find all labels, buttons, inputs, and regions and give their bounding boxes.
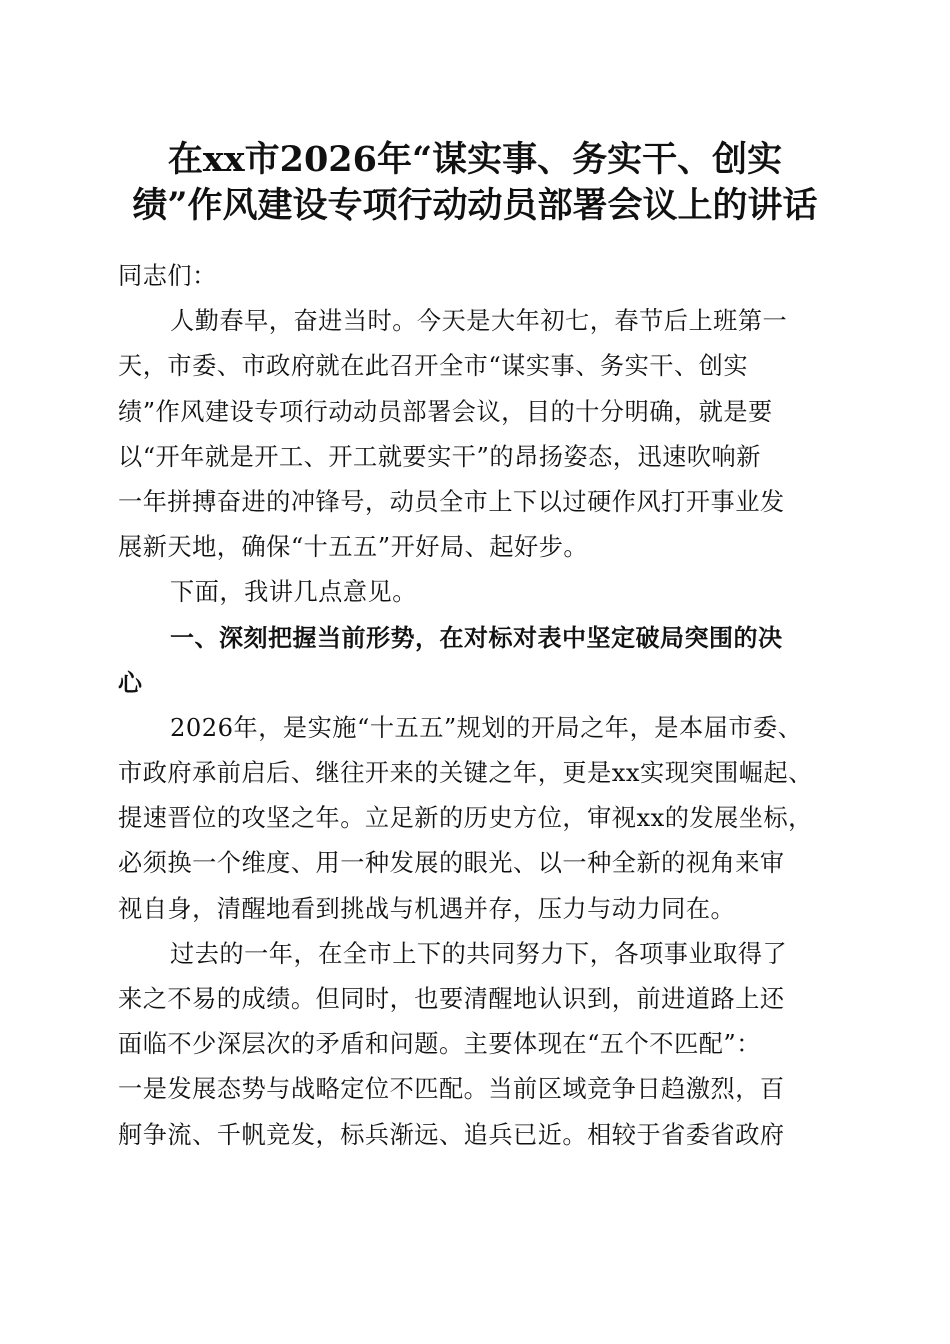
paragraph-1-line-5: 一年拼搏奋进的冲锋号，动员全市上下以过硬作风打开事业发 <box>118 487 785 516</box>
paragraph-1-line-2: 天，市委、市政府就在此召开全市“谋实事、务实干、创实 <box>118 352 749 381</box>
paragraph-1-line-4: 以“开年就是开工、开工就要实干”的昂扬姿态，迅速吹响新 <box>118 442 761 471</box>
paragraph-4-line-1: 过去的一年，在全市上下的共同努力下，各项事业取得了 <box>170 939 788 968</box>
document-title-line-2: 绩”作风建设专项行动动员部署会议上的讲话 <box>132 185 818 226</box>
document-title-line-1: 在xx市2026年“谋实事、务实干、创实 <box>167 139 783 180</box>
salutation: 同志们： <box>118 262 217 290</box>
section-heading-1-line-1: 一、深刻把握当前形势，在对标对表中坚定破局突围的决 <box>170 623 783 652</box>
paragraph-1-line-3: 绩”作风建设专项行动动员部署会议，目的十分明确，就是要 <box>118 397 773 426</box>
paragraph-4-line-5: 舸争流、千帆竞发，标兵渐远、追兵已近。相较于省委省政府 <box>118 1120 785 1149</box>
paragraph-4-line-2: 来之不易的成绩。但同时，也要清醒地认识到，前进道路上还 <box>118 985 785 1013</box>
paragraph-3-line-5: 视自身，清醒地看到挑战与机遇并存，压力与动力同在。 <box>118 894 736 923</box>
paragraph-1-line-6: 展新天地，确保“十五五”开好局、起好步。 <box>118 533 589 562</box>
paragraph-2: 下面，我讲几点意见。 <box>170 578 417 607</box>
section-heading-1-line-2: 心 <box>118 668 143 697</box>
document-body <box>118 254 830 1158</box>
paragraph-3-line-3: 提速晋位的攻坚之年。立足新的历史方位，审视xx的发展坐标， <box>118 804 813 833</box>
paragraph-4-line-3: 面临不少深层次的矛盾和问题。主要体现在“五个不匹配”： <box>118 1030 761 1059</box>
paragraph-3-line-2: 市政府承前启后、继往开来的关键之年，更是xx实现突围崛起、 <box>118 759 813 788</box>
paragraph-3-line-1: 2026年，是实施“十五五”规划的开局之年，是本届市委、 <box>170 713 803 742</box>
paragraph-3-line-4: 必须换一个维度、用一种发展的眼光、以一种全新的视角来审 <box>118 849 785 878</box>
paragraph-1-line-1: 人勤春早，奋进当时。今天是大年初七，春节后上班第一 <box>170 307 788 336</box>
paragraph-4-line-4: 一是发展态势与战略定位不匹配。当前区域竞争日趋激烈，百 <box>118 1075 785 1104</box>
